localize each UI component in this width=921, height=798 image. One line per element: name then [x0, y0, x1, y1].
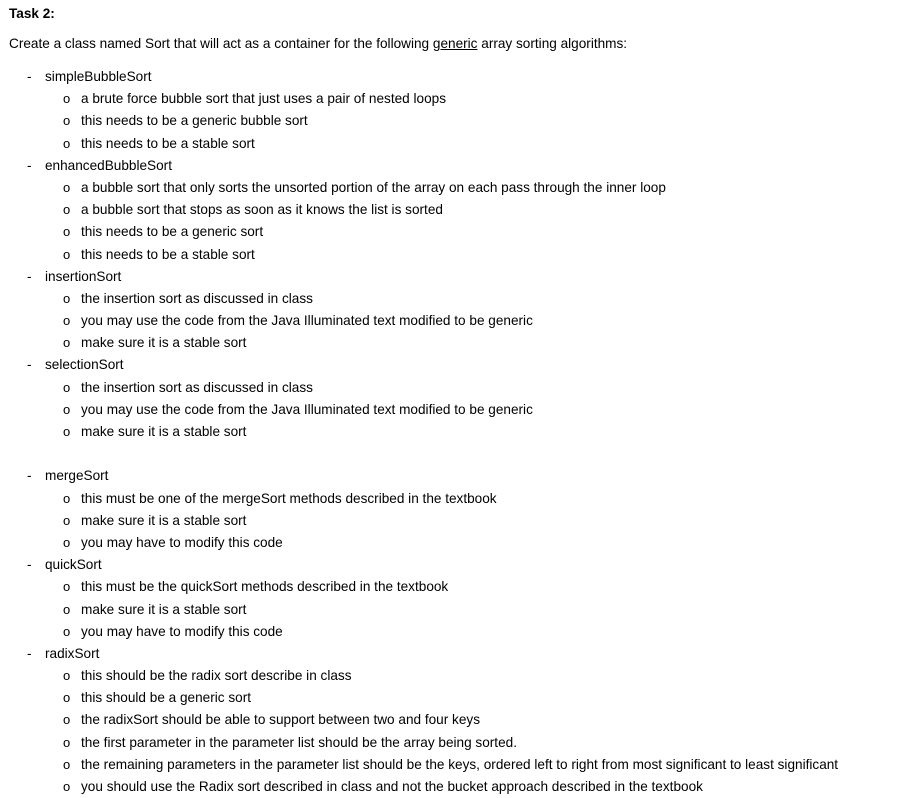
algorithm-merge-sort	[0, 465, 921, 487]
list-item	[0, 221, 921, 243]
dash-bullet: -	[27, 157, 32, 173]
list-item-text: a brute force bubble sort that just uses a pair of nested loops	[81, 91, 446, 107]
list-item	[0, 532, 921, 554]
list-item	[0, 332, 921, 354]
algorithm-radix-sort	[0, 643, 921, 665]
algorithm-name: mergeSort	[45, 468, 109, 484]
list-item	[0, 110, 921, 132]
list-item-text: this needs to be a generic bubble sort	[81, 113, 308, 129]
list-item	[0, 288, 921, 310]
list-item-text: the insertion sort as discussed in class	[81, 379, 313, 395]
list-item	[0, 732, 921, 754]
circle-bullet-icon: o	[63, 512, 71, 528]
circle-bullet-icon: o	[63, 712, 71, 728]
list-item-text: a bubble sort that stops as soon as it knows the list is sorted	[81, 202, 443, 218]
circle-bullet-icon: o	[63, 623, 71, 639]
circle-bullet-icon: o	[63, 202, 71, 218]
list-item	[0, 754, 921, 776]
list-item-text: this should be the radix sort describe in class	[81, 668, 352, 684]
circle-bullet-icon: o	[63, 224, 71, 240]
algorithm-enhanced-bubble-sort	[0, 155, 921, 177]
list-item-text: the insertion sort as discussed in class	[81, 290, 313, 306]
circle-bullet-icon: o	[63, 246, 71, 262]
list-item	[0, 665, 921, 687]
algorithm-name: insertionSort	[45, 268, 122, 284]
dash-bullet: -	[27, 468, 32, 484]
circle-bullet-icon: o	[63, 534, 71, 550]
circle-bullet-icon: o	[63, 779, 71, 794]
list-item	[0, 310, 921, 332]
circle-bullet-icon: o	[63, 135, 71, 151]
circle-bullet-icon: o	[63, 756, 71, 772]
circle-bullet-icon: o	[63, 179, 71, 195]
list-item-text: you may use the code from the Java Illuminated text modified to be generic	[81, 401, 533, 417]
list-item	[0, 399, 921, 421]
list-item-text: this needs to be a stable sort	[81, 135, 255, 151]
algorithm-name: quickSort	[45, 557, 102, 573]
circle-bullet-icon: o	[63, 313, 71, 329]
circle-bullet-icon: o	[63, 601, 71, 617]
list-item	[0, 488, 921, 510]
intro-underlined-word: generic	[432, 36, 478, 51]
list-item	[0, 133, 921, 155]
algorithm-name: selectionSort	[45, 357, 124, 373]
list-item	[0, 177, 921, 199]
circle-bullet-icon: o	[63, 690, 71, 706]
list-item-text: this needs to be a stable sort	[81, 246, 255, 262]
algorithm-name: enhancedBubbleSort	[45, 157, 172, 173]
list-item	[0, 244, 921, 266]
dash-bullet: -	[27, 557, 32, 573]
circle-bullet-icon: o	[63, 91, 71, 107]
algorithm-quick-sort	[0, 554, 921, 576]
circle-bullet-icon: o	[63, 734, 71, 750]
list-item-text: this must be the quickSort methods described in the textbook	[81, 579, 449, 595]
circle-bullet-icon: o	[63, 668, 71, 684]
list-item	[0, 709, 921, 731]
circle-bullet-icon: o	[63, 401, 71, 417]
algorithm-insertion-sort	[0, 266, 921, 288]
circle-bullet-icon: o	[63, 490, 71, 506]
circle-bullet-icon: o	[63, 424, 71, 439]
list-item-text: this should be a generic sort	[81, 690, 252, 706]
list-item-text: you should use the Radix sort described in class and not the bucket approach described in the textbook	[81, 779, 703, 794]
list-item-text: you may have to modify this code	[81, 534, 283, 550]
intro-paragraph	[9, 35, 627, 53]
blank-line	[0, 443, 921, 465]
circle-bullet-icon: o	[63, 379, 71, 395]
dash-bullet: -	[27, 268, 32, 284]
intro-text-after: array sorting algorithms:	[477, 36, 628, 51]
list-item	[0, 621, 921, 643]
algorithm-simple-bubble-sort	[0, 66, 921, 88]
list-item	[0, 421, 921, 443]
intro-text-before: Create a class named Sort that will act as a container for the following	[9, 36, 433, 51]
list-item	[0, 510, 921, 532]
list-item	[0, 576, 921, 598]
algorithm-name: simpleBubbleSort	[45, 69, 152, 84]
dash-bullet: -	[27, 645, 32, 661]
list-item-text: the remaining parameters in the parameter list should be the keys, ordered left to right from most significant to least significant	[81, 756, 839, 772]
list-item-text: the radixSort should be able to support between two and four keys	[81, 712, 480, 728]
list-item	[0, 88, 921, 110]
circle-bullet-icon: o	[63, 335, 71, 351]
list-item	[0, 687, 921, 709]
circle-bullet-icon: o	[63, 579, 71, 595]
list-item-text: the first parameter in the parameter list should be the array being sorted.	[81, 734, 517, 750]
list-item-text: this needs to be a generic sort	[81, 224, 264, 240]
list-item	[0, 776, 921, 798]
algorithm-name: radixSort	[45, 645, 100, 661]
list-item-text: make sure it is a stable sort	[81, 335, 247, 351]
list-item-text: you may use the code from the Java Illuminated text modified to be generic	[81, 313, 533, 329]
algorithm-list	[0, 66, 921, 798]
list-item	[0, 599, 921, 621]
circle-bullet-icon: o	[63, 290, 71, 306]
list-item-text: make sure it is a stable sort	[81, 512, 247, 528]
list-item-text: you may have to modify this code	[81, 623, 283, 639]
list-item-text: make sure it is a stable sort	[81, 424, 247, 439]
list-item-text: this must be one of the mergeSort methods described in the textbook	[81, 490, 497, 506]
dash-bullet: -	[27, 69, 32, 84]
task-title: Task 2:	[9, 6, 55, 21]
list-item	[0, 199, 921, 221]
list-item	[0, 377, 921, 399]
algorithm-selection-sort	[0, 354, 921, 376]
list-item-text: make sure it is a stable sort	[81, 601, 247, 617]
dash-bullet: -	[27, 357, 32, 373]
list-item-text: a bubble sort that only sorts the unsorted portion of the array on each pass through the inner loop	[81, 179, 666, 195]
circle-bullet-icon: o	[63, 113, 71, 129]
